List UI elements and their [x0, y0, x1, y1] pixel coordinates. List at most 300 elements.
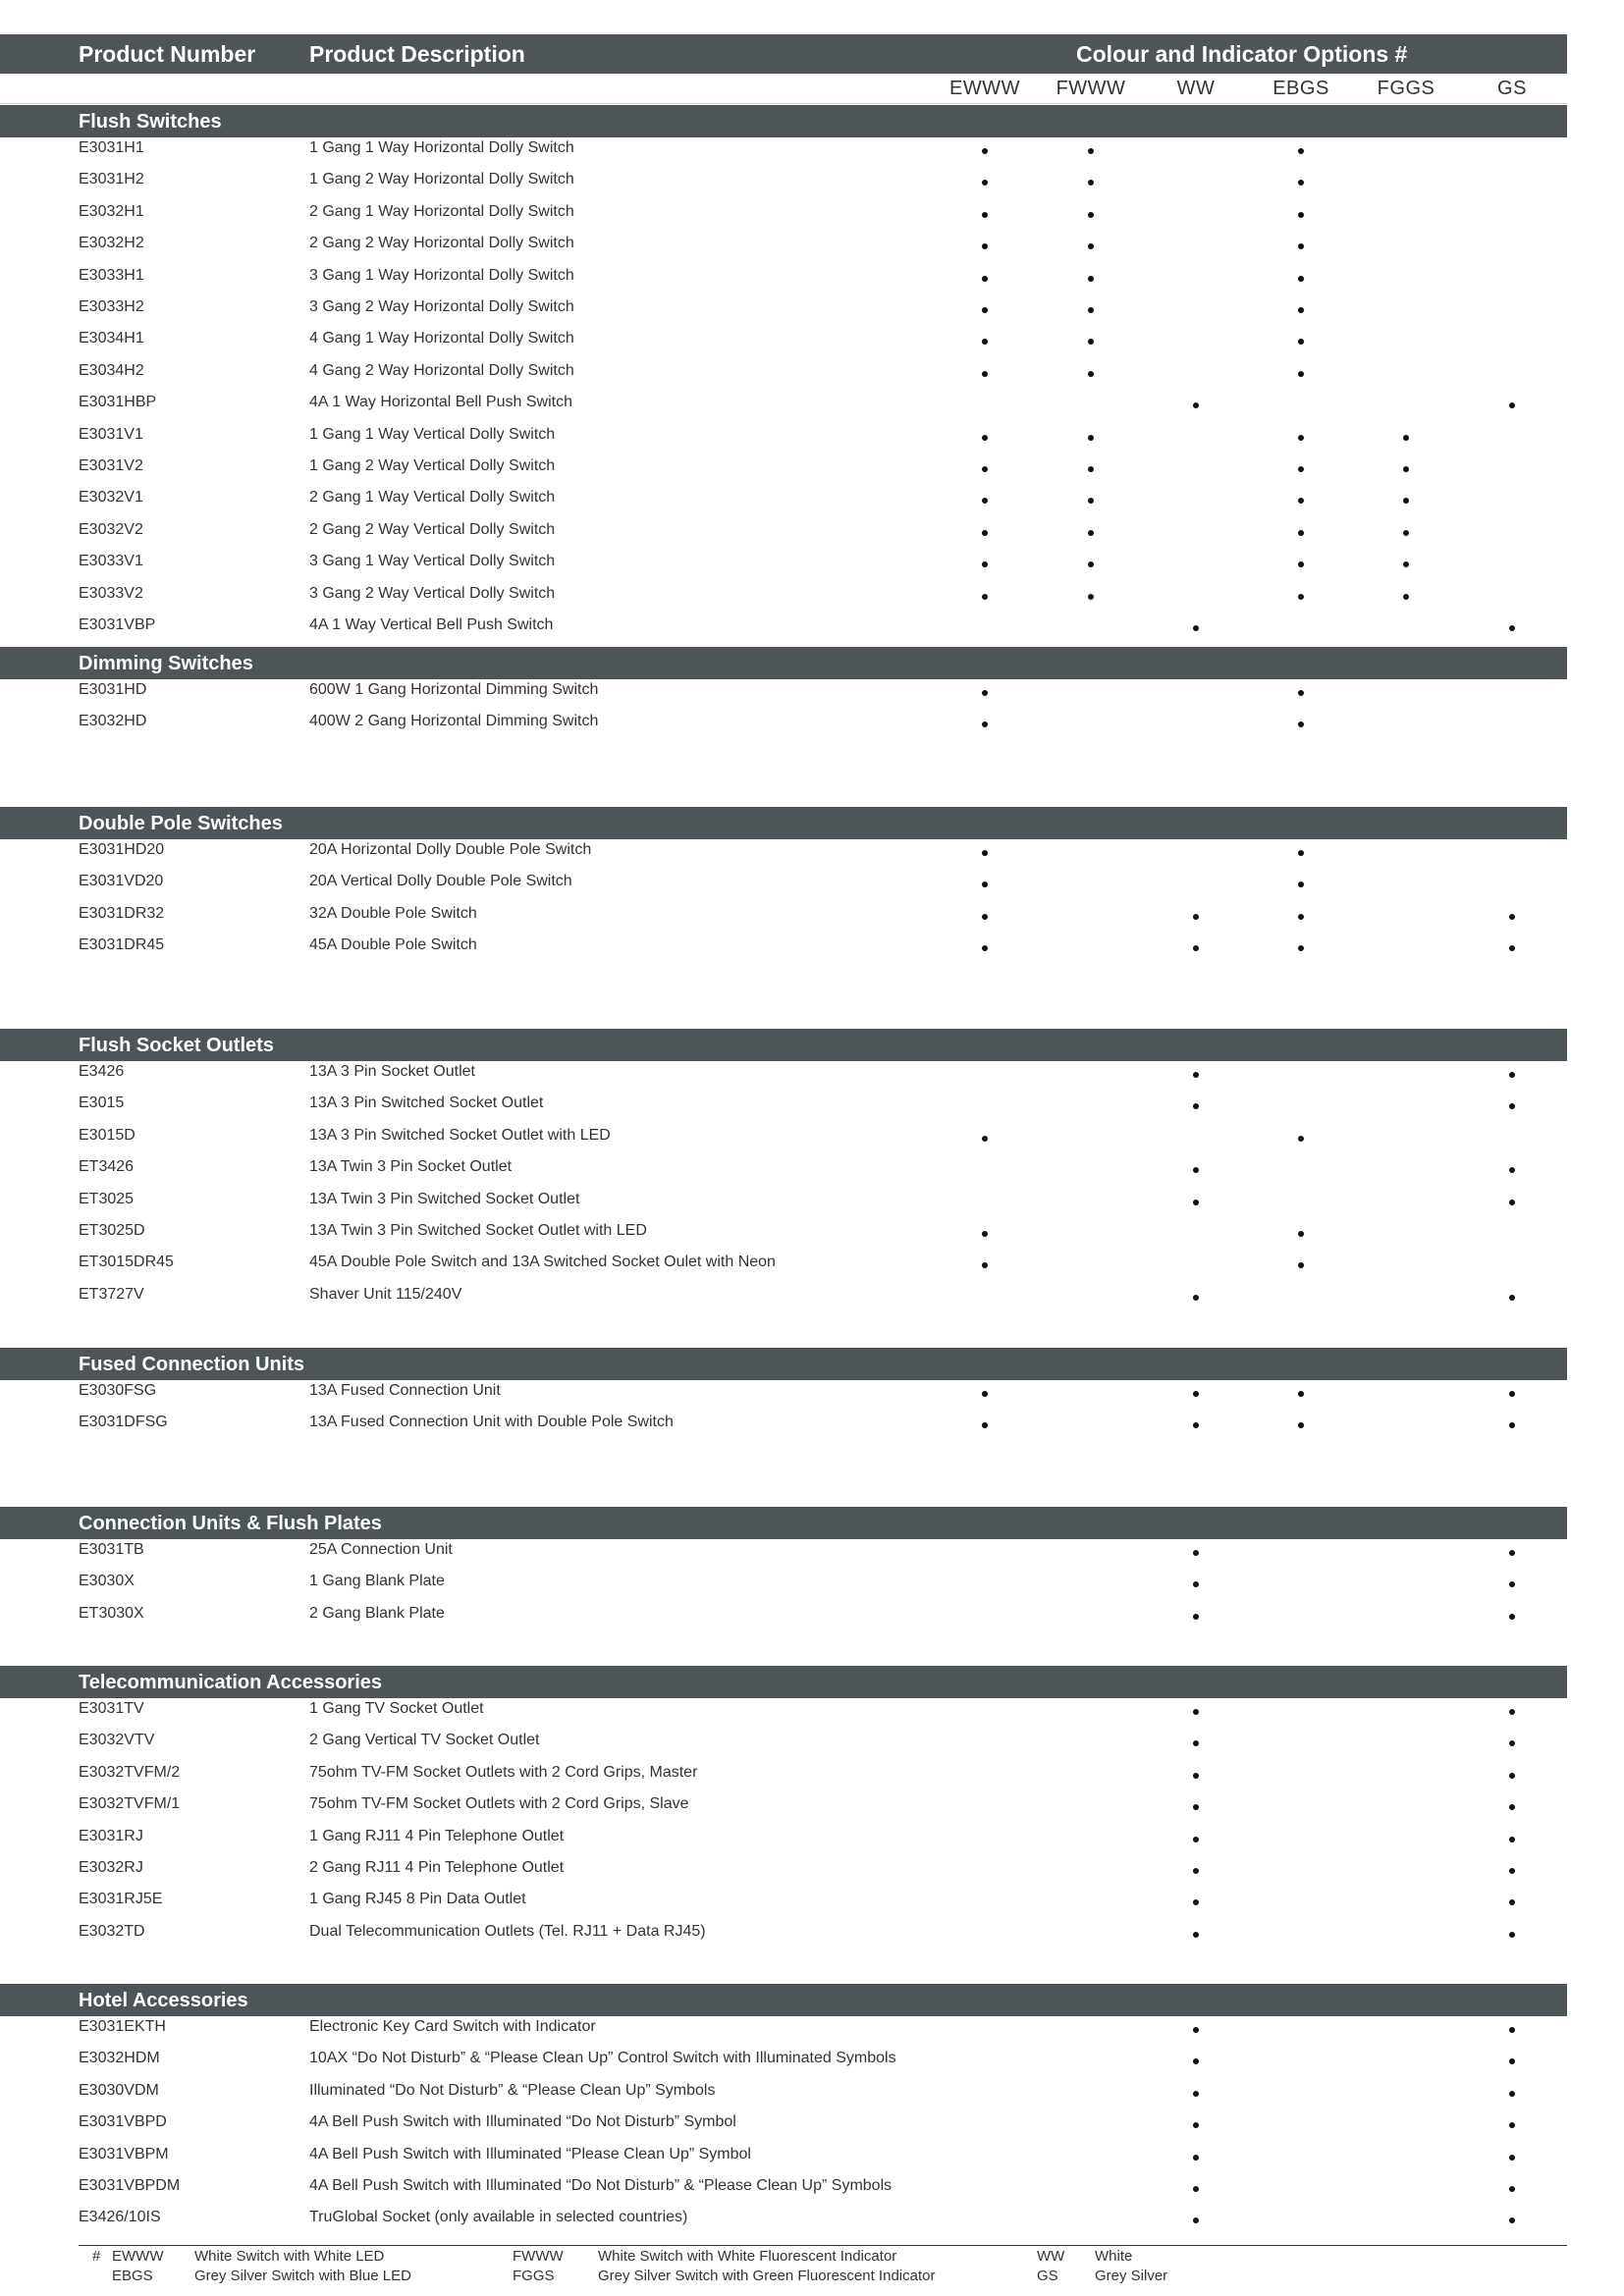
option-dot-ebgs [1298, 1231, 1304, 1237]
legend-code: GS [1037, 2268, 1058, 2284]
section-header [0, 1507, 1567, 1539]
table-row [0, 1828, 1567, 1859]
table-row [0, 1732, 1567, 1763]
product-description: 400W 2 Gang Horizontal Dimming Switch [309, 713, 599, 730]
option-dot-ww [1193, 1295, 1199, 1301]
product-description: 20A Horizontal Dolly Double Pole Switch [309, 841, 592, 858]
section-title: Flush Switches [79, 111, 222, 133]
table-row [0, 1605, 1567, 1636]
column-header-ewww: EWWW [949, 78, 1020, 99]
product-description: 1 Gang 1 Way Horizontal Dolly Switch [309, 139, 574, 156]
legend-code: EWWW [112, 2248, 164, 2265]
legend-code: EBGS [112, 2268, 153, 2284]
product-description: 25A Connection Unit [309, 1541, 453, 1558]
product-description: 4A 1 Way Horizontal Bell Push Switch [309, 394, 572, 411]
product-description: 2 Gang 2 Way Vertical Dolly Switch [309, 520, 556, 538]
product-number: E3031V2 [79, 457, 143, 474]
table-row [0, 616, 1567, 648]
product-number: E3031VD20 [79, 873, 164, 890]
table-row [0, 1095, 1567, 1126]
option-dot-fggs [1403, 561, 1409, 567]
product-number: E3032V2 [79, 520, 143, 538]
option-dot-ebgs [1298, 148, 1304, 154]
option-dot-ewww [982, 307, 988, 313]
option-dot-ewww [982, 1231, 988, 1237]
product-description: 45A Double Pole Switch [309, 936, 477, 954]
header-options-title: Colour and Indicator Options # [1076, 41, 1408, 67]
product-description: 1 Gang 1 Way Vertical Dolly Switch [309, 425, 556, 443]
section-header [0, 1348, 1567, 1380]
option-dot-ww [1193, 1804, 1199, 1810]
product-number: E3032H2 [79, 235, 144, 252]
option-dot-gs [1509, 1899, 1515, 1905]
product-description: 1 Gang 2 Way Vertical Dolly Switch [309, 457, 556, 474]
product-description: 13A 3 Pin Switched Socket Outlet [309, 1095, 544, 1112]
product-number: E3031VBPD [79, 2113, 167, 2131]
section-title: Telecommunication Accessories [79, 1672, 383, 1693]
table-row [0, 2177, 1567, 2209]
legend-text: Grey Silver Switch with Blue LED [194, 2268, 411, 2284]
product-number: ET3727V [79, 1285, 144, 1303]
table-row [0, 1891, 1567, 1922]
product-number: E3031VBPM [79, 2145, 169, 2163]
product-description: 3 Gang 1 Way Horizontal Dolly Switch [309, 266, 574, 284]
product-description: 1 Gang Blank Plate [309, 1573, 445, 1590]
product-number: E3032TD [79, 1922, 145, 1940]
option-dot-ww [1193, 1899, 1199, 1905]
option-dot-ebgs [1298, 561, 1304, 567]
product-description: 13A Twin 3 Pin Switched Socket Outlet [309, 1190, 580, 1207]
product-description: 4 Gang 1 Way Horizontal Dolly Switch [309, 330, 574, 347]
option-dot-gs [1509, 1932, 1515, 1938]
header-divider [0, 103, 1567, 104]
option-dot-fwww [1088, 435, 1094, 441]
option-dot-ww [1193, 1167, 1199, 1173]
legend-text: White Switch with White LED [194, 2248, 385, 2265]
product-number: E3031VBPDM [79, 2177, 181, 2194]
product-number: E3033H1 [79, 266, 144, 284]
product-number: E3032H1 [79, 202, 144, 220]
option-dot-fwww [1088, 339, 1094, 345]
section-header [0, 1984, 1567, 2016]
product-description: 4A 1 Way Vertical Bell Push Switch [309, 616, 554, 633]
product-number: E3030X [79, 1573, 135, 1590]
product-number: E3031DR32 [79, 904, 165, 922]
option-dot-ww [1193, 2122, 1199, 2128]
option-dot-fwww [1088, 530, 1094, 536]
section-title: Double Pole Switches [79, 813, 283, 834]
table-row [0, 1063, 1567, 1095]
table-row [0, 235, 1567, 266]
table-row [0, 298, 1567, 330]
option-dot-gs [1509, 1773, 1515, 1779]
option-dot-fggs [1403, 594, 1409, 600]
section-title: Fused Connection Units [79, 1354, 304, 1375]
table-row [0, 1127, 1567, 1158]
product-number: E3032HDM [79, 2050, 160, 2067]
product-number: E3032TVFM/2 [79, 1763, 181, 1781]
option-dot-ebgs [1298, 243, 1304, 249]
legend-code: WW [1037, 2248, 1065, 2265]
option-dot-gs [1509, 1868, 1515, 1874]
product-description: 600W 1 Gang Horizontal Dimming Switch [309, 681, 599, 698]
product-number: ET3426 [79, 1158, 135, 1176]
product-number: E3031HD [79, 681, 147, 698]
legend-text: White Switch with White Fluorescent Indicator [598, 2248, 897, 2265]
option-dot-ww [1193, 1868, 1199, 1874]
product-number: E3031RJ [79, 1827, 143, 1844]
product-description: 3 Gang 1 Way Vertical Dolly Switch [309, 553, 556, 570]
table-row [0, 2018, 1567, 2050]
product-number: E3031HBP [79, 394, 157, 411]
option-dot-gs [1509, 2217, 1515, 2223]
section-header [0, 1666, 1567, 1698]
option-dot-ewww [982, 498, 988, 504]
table-row [0, 873, 1567, 904]
product-number: E3034H1 [79, 330, 144, 347]
option-dot-ewww [982, 850, 988, 856]
legend-code: FGGS [513, 2268, 555, 2284]
table-row [0, 936, 1567, 968]
product-description: 2 Gang 1 Way Horizontal Dolly Switch [309, 202, 574, 220]
product-description: 2 Gang Blank Plate [309, 1604, 445, 1622]
option-dot-fggs [1403, 498, 1409, 504]
option-dot-ebgs [1298, 721, 1304, 727]
option-dot-fwww [1088, 180, 1094, 186]
header-product-number: Product Number [79, 41, 256, 67]
option-dot-ebgs [1298, 1262, 1304, 1268]
option-dot-ww [1193, 1422, 1199, 1428]
option-dot-ebgs [1298, 498, 1304, 504]
product-description: 4 Gang 2 Way Horizontal Dolly Switch [309, 361, 574, 379]
product-description: 4A Bell Push Switch with Illuminated “Please Clean Up” Symbol [309, 2145, 751, 2163]
option-dot-ewww [982, 530, 988, 536]
option-dot-fggs [1403, 530, 1409, 536]
option-dot-ewww [982, 945, 988, 951]
option-dot-gs [1509, 914, 1515, 920]
product-description: 1 Gang 2 Way Horizontal Dolly Switch [309, 171, 574, 188]
table-row [0, 1158, 1567, 1190]
product-number: E3032HD [79, 713, 147, 730]
legend-code: FWWW [513, 2248, 564, 2265]
table-row [0, 713, 1567, 744]
option-dot-ebgs [1298, 1136, 1304, 1142]
product-description: 1 Gang RJ11 4 Pin Telephone Outlet [309, 1827, 565, 1844]
product-description: 75ohm TV-FM Socket Outlets with 2 Cord Grips, Master [309, 1763, 698, 1781]
table-row [0, 2146, 1567, 2177]
product-number: E3032RJ [79, 1859, 143, 1876]
option-dot-ww [1193, 2155, 1199, 2161]
table-row [0, 841, 1567, 873]
product-number: ET3025 [79, 1190, 135, 1207]
option-dot-fwww [1088, 243, 1094, 249]
product-number: E3015 [79, 1095, 125, 1112]
product-number: E3033V2 [79, 584, 143, 602]
option-dot-ww [1193, 914, 1199, 920]
option-dot-ebgs [1298, 530, 1304, 536]
option-dot-gs [1509, 2155, 1515, 2161]
product-number: E3031DR45 [79, 936, 165, 954]
column-header-ebgs: EBGS [1272, 78, 1329, 99]
product-description: 2 Gang Vertical TV Socket Outlet [309, 1732, 540, 1749]
product-description: 75ohm TV-FM Socket Outlets with 2 Cord Grips, Slave [309, 1795, 689, 1813]
section-title: Flush Socket Outlets [79, 1035, 274, 1056]
table-row [0, 139, 1567, 171]
option-dot-gs [1509, 1581, 1515, 1587]
option-dot-ww [1193, 1550, 1199, 1556]
table-row [0, 2082, 1567, 2113]
product-description: 13A 3 Pin Socket Outlet [309, 1063, 475, 1080]
option-dot-ewww [982, 180, 988, 186]
option-dot-ww [1193, 402, 1199, 408]
option-dot-ww [1193, 1773, 1199, 1779]
product-number: E3032VTV [79, 1732, 155, 1749]
option-dot-ewww [982, 1262, 988, 1268]
option-dot-ewww [982, 690, 988, 696]
option-dot-gs [1509, 2058, 1515, 2064]
product-number: E3031H1 [79, 139, 144, 156]
table-row [0, 1222, 1567, 1254]
option-dot-ww [1193, 1614, 1199, 1620]
option-dot-ww [1193, 1709, 1199, 1715]
option-dot-fwww [1088, 148, 1094, 154]
table-row [0, 1191, 1567, 1222]
table-row [0, 1254, 1567, 1285]
option-dot-gs [1509, 1072, 1515, 1078]
option-dot-ww [1193, 1740, 1199, 1746]
option-dot-ebgs [1298, 371, 1304, 377]
legend-text: Grey Silver [1095, 2268, 1168, 2284]
product-description: 4A Bell Push Switch with Illuminated “Do Not Disturb” Symbol [309, 2113, 736, 2131]
option-dot-ww [1193, 1200, 1199, 1205]
legend-divider [79, 2245, 1567, 2246]
option-dot-ebgs [1298, 945, 1304, 951]
option-dot-gs [1509, 402, 1515, 408]
option-dot-ewww [982, 1136, 988, 1142]
option-dot-ww [1193, 2027, 1199, 2033]
table-row [0, 905, 1567, 936]
option-dot-gs [1509, 945, 1515, 951]
product-number: E3031TV [79, 1700, 144, 1717]
option-dot-ebgs [1298, 307, 1304, 313]
product-number: E3426/10IS [79, 2209, 161, 2226]
product-number: E3031VBP [79, 616, 156, 633]
table-row [0, 203, 1567, 235]
product-description: 4A Bell Push Switch with Illuminated “Do Not Disturb” & “Please Clean Up” Symbols [309, 2177, 893, 2194]
product-number: ET3025D [79, 1222, 145, 1239]
table-row [0, 521, 1567, 553]
header-product-description: Product Description [309, 41, 525, 67]
product-number: E3426 [79, 1063, 125, 1080]
product-description: Dual Telecommunication Outlets (Tel. RJ11 + Data RJ45) [309, 1922, 706, 1940]
table-row [0, 2050, 1567, 2081]
option-dot-ebgs [1298, 339, 1304, 345]
product-number: E3032TVFM/1 [79, 1795, 181, 1813]
option-dot-fggs [1403, 435, 1409, 441]
option-dot-ebgs [1298, 914, 1304, 920]
option-dot-ewww [982, 435, 988, 441]
option-dot-ww [1193, 2091, 1199, 2097]
option-dot-gs [1509, 1167, 1515, 1173]
product-description: 13A Fused Connection Unit [309, 1382, 501, 1399]
product-number: E3031HD20 [79, 841, 165, 858]
column-header-fwww: FWWW [1056, 78, 1126, 99]
product-description: 3 Gang 2 Way Horizontal Dolly Switch [309, 298, 574, 315]
section-title: Hotel Accessories [79, 1990, 248, 2011]
product-number: ET3015DR45 [79, 1254, 174, 1271]
option-dot-ebgs [1298, 881, 1304, 887]
table-row [0, 2113, 1567, 2145]
table-row [0, 1414, 1567, 1445]
table-row [0, 1859, 1567, 1891]
table-row [0, 585, 1567, 616]
option-dot-gs [1509, 1103, 1515, 1109]
option-dot-ebgs [1298, 594, 1304, 600]
option-dot-gs [1509, 1709, 1515, 1715]
product-number: E3030VDM [79, 2081, 159, 2099]
option-dot-gs [1509, 1422, 1515, 1428]
option-dot-ewww [982, 148, 988, 154]
product-description: 2 Gang 2 Way Horizontal Dolly Switch [309, 235, 574, 252]
option-dot-gs [1509, 2027, 1515, 2033]
column-header-fggs: FGGS [1377, 78, 1435, 99]
table-row [0, 267, 1567, 298]
option-dot-ewww [982, 721, 988, 727]
option-dot-gs [1509, 2186, 1515, 2192]
option-dot-ewww [982, 243, 988, 249]
table-row [0, 1764, 1567, 1795]
section-header [0, 807, 1567, 839]
table-row [0, 1795, 1567, 1827]
product-number: E3033H2 [79, 298, 144, 315]
section-header [0, 647, 1567, 679]
option-dot-ewww [982, 1391, 988, 1397]
table-row [0, 330, 1567, 361]
option-dot-ebgs [1298, 212, 1304, 218]
table-row [0, 1573, 1567, 1604]
table-row [0, 394, 1567, 425]
option-dot-ewww [982, 339, 988, 345]
section-header [0, 105, 1567, 137]
product-number: E3031TB [79, 1541, 144, 1558]
table-row [0, 1286, 1567, 1317]
product-description: 10AX “Do Not Disturb” & “Please Clean Up” Control Switch with Illuminated Symbols [309, 2050, 896, 2067]
option-dot-fwww [1088, 371, 1094, 377]
product-description: Illuminated “Do Not Disturb” & “Please Clean Up” Symbols [309, 2081, 716, 2099]
option-dot-ewww [982, 371, 988, 377]
option-dot-ewww [982, 881, 988, 887]
product-number: ET3030X [79, 1604, 144, 1622]
option-dot-ww [1193, 945, 1199, 951]
option-dot-gs [1509, 1740, 1515, 1746]
option-dot-gs [1509, 1804, 1515, 1810]
legend-text: White [1095, 2248, 1133, 2265]
section-title: Dimming Switches [79, 653, 253, 674]
section-header [0, 1029, 1567, 1061]
product-description: 32A Double Pole Switch [309, 904, 477, 922]
option-dot-fwww [1088, 276, 1094, 282]
product-number: E3031H2 [79, 171, 144, 188]
product-description: Electronic Key Card Switch with Indicator [309, 2018, 596, 2035]
option-dot-ewww [982, 466, 988, 472]
option-dot-fwww [1088, 498, 1094, 504]
option-dot-ewww [982, 212, 988, 218]
product-description: 13A Fused Connection Unit with Double Pole Switch [309, 1414, 674, 1431]
option-dot-ebgs [1298, 180, 1304, 186]
option-dot-ewww [982, 914, 988, 920]
option-dot-ebgs [1298, 435, 1304, 441]
option-dot-ww [1193, 1103, 1199, 1109]
option-dot-ewww [982, 561, 988, 567]
table-row [0, 362, 1567, 394]
option-dot-ewww [982, 1422, 988, 1428]
product-description: 2 Gang 1 Way Vertical Dolly Switch [309, 489, 556, 507]
option-dot-gs [1509, 1200, 1515, 1205]
product-description: 3 Gang 2 Way Vertical Dolly Switch [309, 584, 556, 602]
option-dot-ww [1193, 1837, 1199, 1842]
product-number: E3015D [79, 1126, 135, 1144]
table-row [0, 553, 1567, 584]
section-title: Connection Units & Flush Plates [79, 1513, 382, 1534]
option-dot-ebgs [1298, 1422, 1304, 1428]
product-description: 13A 3 Pin Switched Socket Outlet with LED [309, 1126, 611, 1144]
product-number: E3031RJ5E [79, 1891, 163, 1908]
product-description: TruGlobal Socket (only available in selected countries) [309, 2209, 688, 2226]
option-dot-gs [1509, 2122, 1515, 2128]
product-description: 13A Twin 3 Pin Switched Socket Outlet with LED [309, 1222, 647, 1239]
option-dot-ww [1193, 1072, 1199, 1078]
table-row [0, 2209, 1567, 2240]
column-header-gs: GS [1497, 78, 1527, 99]
product-description: 45A Double Pole Switch and 13A Switched Socket Oulet with Neon [309, 1254, 776, 1271]
option-dot-gs [1509, 1614, 1515, 1620]
table-row [0, 681, 1567, 713]
option-dot-ewww [982, 276, 988, 282]
table-row [0, 1382, 1567, 1414]
product-number: E3032V1 [79, 489, 143, 507]
option-dot-ww [1193, 1932, 1199, 1938]
table-row [0, 1541, 1567, 1573]
option-dot-ewww [982, 594, 988, 600]
table-row [0, 426, 1567, 457]
product-number: E3031V1 [79, 425, 143, 443]
option-dot-ebgs [1298, 1391, 1304, 1397]
option-dot-gs [1509, 1295, 1515, 1301]
table-header-bar [0, 34, 1567, 74]
table-row [0, 1923, 1567, 1954]
legend-marker: # [92, 2248, 101, 2265]
option-dot-fwww [1088, 212, 1094, 218]
option-dot-gs [1509, 1550, 1515, 1556]
product-description: 2 Gang RJ11 4 Pin Telephone Outlet [309, 1859, 565, 1876]
table-row [0, 457, 1567, 489]
product-number: E3030FSG [79, 1382, 157, 1399]
option-dot-fwww [1088, 307, 1094, 313]
product-description: 13A Twin 3 Pin Socket Outlet [309, 1158, 513, 1176]
product-description: Shaver Unit 115/240V [309, 1285, 462, 1303]
option-dot-ebgs [1298, 466, 1304, 472]
product-number: E3031EKTH [79, 2018, 166, 2035]
option-dot-fggs [1403, 466, 1409, 472]
product-description: 1 Gang TV Socket Outlet [309, 1700, 484, 1717]
option-dot-ebgs [1298, 690, 1304, 696]
option-dot-fwww [1088, 561, 1094, 567]
option-dot-gs [1509, 2091, 1515, 2097]
option-dot-fwww [1088, 594, 1094, 600]
option-dot-ww [1193, 625, 1199, 631]
table-row [0, 171, 1567, 202]
option-dot-fwww [1088, 466, 1094, 472]
